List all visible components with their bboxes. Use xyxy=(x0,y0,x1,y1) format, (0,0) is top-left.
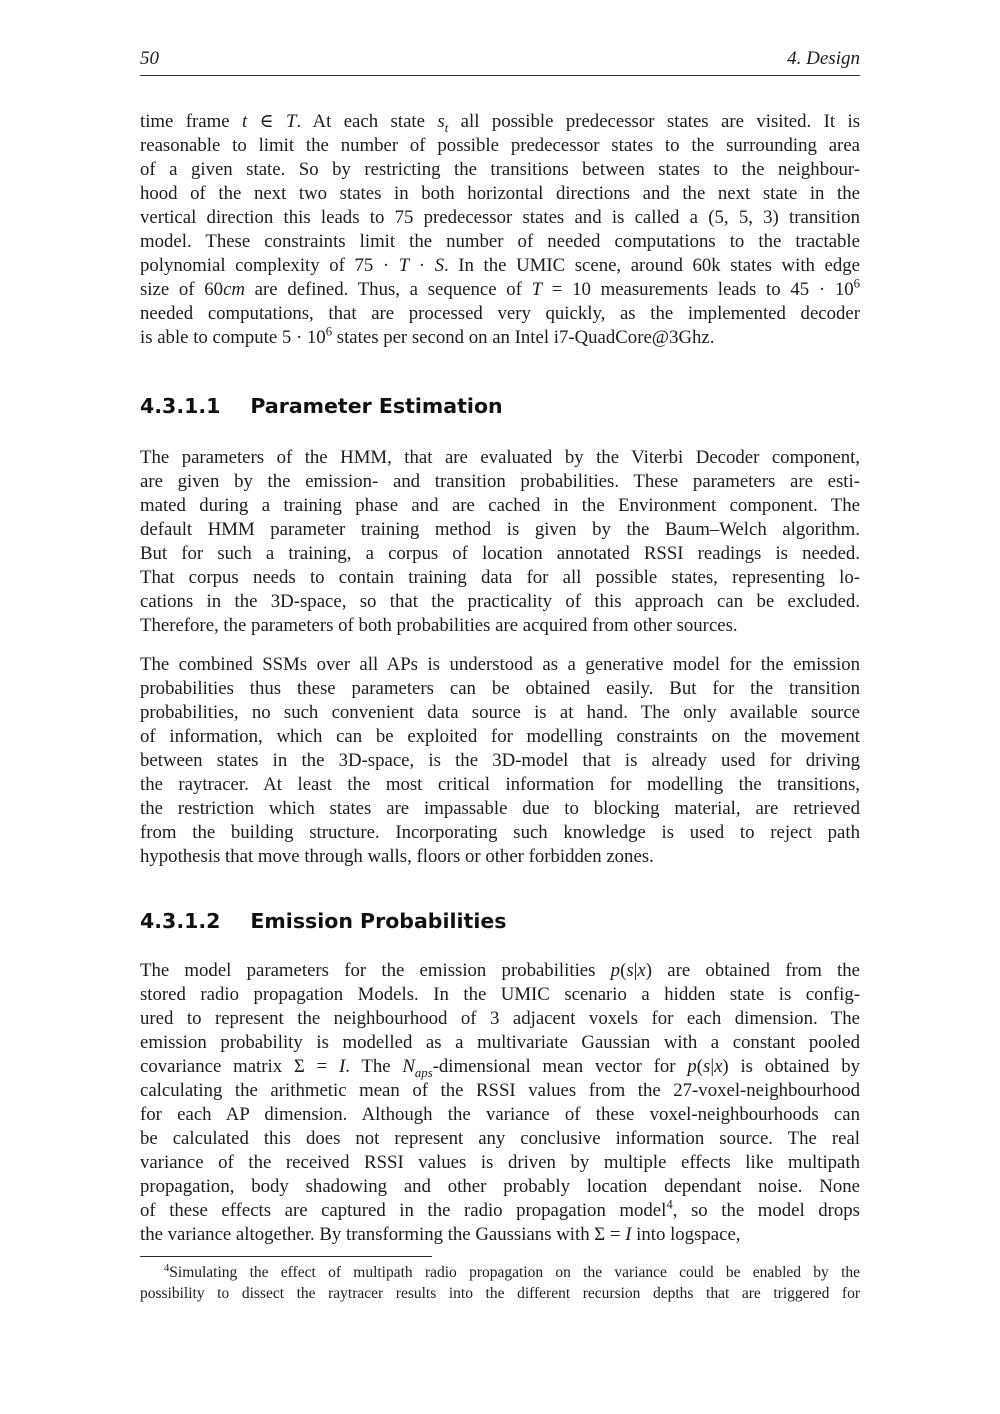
text-line: between states in the 3D-space, is the 3D-model that is already used for driving xyxy=(140,750,860,771)
text-line: default HMM parameter training method is given by the Baum–Welch algorithm. xyxy=(140,519,860,540)
text-line: mated during a training phase and are cached in the Environment component. The xyxy=(140,495,860,516)
paragraph-emission-model xyxy=(140,959,860,1247)
paragraph-transition-model xyxy=(140,110,860,350)
paragraph-hmm-parameters xyxy=(140,446,860,638)
text-line: reasonable to limit the number of possible predecessor states to the surrounding area xyxy=(140,135,860,156)
text-line: hypothesis that move through walls, floors or other forbidden zones. xyxy=(140,846,654,867)
text-line: the variance altogether. By transforming the Gaussians with Σ = I into logspace, xyxy=(140,1224,741,1245)
text-line: $^4$Simulating the effect of multipath radio propagation on the variance could be enabled by the xyxy=(164,1262,860,1281)
section-number: 4.3.1.2 xyxy=(140,909,221,933)
text-line: cations in the 3D-space, so that the practicality of this approach can be excluded. xyxy=(140,591,860,612)
text-line: are given by the emission- and transition probabilities. These parameters are esti- xyxy=(140,471,860,492)
chapter-title: 4. Design xyxy=(787,48,860,69)
text-line: the raytracer. At least the most critical information for modelling the transitions, xyxy=(140,774,860,795)
page-footer xyxy=(140,1256,860,1304)
footnote-text xyxy=(140,1262,860,1304)
text-line: propagation, body shadowing and other probably location dependant noise. None xyxy=(140,1176,860,1197)
text-line: model. These constraints limit the number of needed computations to the tractable xyxy=(140,231,860,252)
section-heading-emission-probabilities xyxy=(140,909,860,933)
section-heading-parameter-estimation xyxy=(140,394,860,418)
text-line: for each AP dimension. Although the variance of these voxel-neighbourhoods can xyxy=(140,1104,860,1125)
text-line: variance of the received RSSI values is driven by multiple effects like multipath xyxy=(140,1152,860,1173)
text-line: possibility to dissect the raytracer results into the different recursion depths that are triggered for xyxy=(140,1285,860,1302)
text-line: of information, which can be exploited for modelling constraints on the movement xyxy=(140,726,860,747)
text-line: size of 60cm are defined. Thus, a sequence of T = 10 measurements leads to $45 \cdot 10^6$ xyxy=(140,276,860,300)
text-line: covariance matrix Σ = I. The $N_{aps}$-dimensional mean vector for p(s|x) is obtained by xyxy=(140,1056,860,1080)
text-line: calculating the arithmetic mean of the RSSI values from the 27-voxel-neighbourhood xyxy=(140,1080,860,1101)
text-line: The combined SSMs over all APs is understood as a generative model for the emission xyxy=(140,654,860,675)
section-title: Emission Probabilities xyxy=(250,909,507,933)
page-body xyxy=(140,110,860,1247)
text-line: emission probability is modelled as a multivariate Gaussian with a constant pooled xyxy=(140,1032,860,1053)
section-title: Parameter Estimation xyxy=(250,394,503,418)
text-line: probabilities, no such convenient data source is at hand. The only available source xyxy=(140,702,860,723)
text-line: polynomial complexity of 75 · T · S. In the UMIC scene, around 60k states with edge xyxy=(140,255,860,276)
text-line: vertical direction this leads to 75 predecessor states and is called a (5, 5, 3) transition xyxy=(140,207,860,228)
text-line: The model parameters for the emission probabilities p(s|x) are obtained from the xyxy=(140,960,860,981)
text-line: That corpus needs to contain training data for all possible states, representing lo- xyxy=(140,567,860,588)
text-line: probabilities thus these parameters can be obtained easily. But for the transition xyxy=(140,678,860,699)
page-header xyxy=(140,48,860,76)
header-rule xyxy=(140,75,860,76)
text-line: But for such a training, a corpus of location annotated RSSI readings is needed. xyxy=(140,543,860,564)
text-line: from the building structure. Incorporating such knowledge is used to reject path xyxy=(140,822,860,843)
text-line: the restriction which states are impassable due to blocking material, are retrieved xyxy=(140,798,860,819)
text-line: hood of the next two states in both horizontal directions and the next state in the xyxy=(140,183,860,204)
section-number: 4.3.1.1 xyxy=(140,394,221,418)
text-line: ured to represent the neighbourhood of 3 adjacent voxels for each dimension. The xyxy=(140,1008,860,1029)
header-row xyxy=(140,48,860,70)
text-line: Therefore, the parameters of both probabilities are acquired from other sources. xyxy=(140,615,738,636)
text-line: stored radio propagation Models. In the UMIC scenario a hidden state is config- xyxy=(140,984,860,1005)
text-line: The parameters of the HMM, that are evaluated by the Viterbi Decoder component, xyxy=(140,447,860,468)
footnote-rule xyxy=(140,1256,432,1257)
text-line: is able to compute $5 \cdot 10^6$ states per second on an Intel i7-QuadCore@3Ghz. xyxy=(140,324,715,348)
paragraph-combined-ssms xyxy=(140,653,860,869)
text-line: needed computations, that are processed very quickly, as the implemented decoder xyxy=(140,303,860,324)
page-number: 50 xyxy=(140,48,159,69)
text-line: of a given state. So by restricting the transitions between states to the neighbour- xyxy=(140,159,860,180)
text-line: time frame t ∈ T. At each state $s_t$ all possible predecessor states are visited. It is xyxy=(140,111,860,135)
text-line: of these effects are captured in the radio propagation model$^4$, so the model drops xyxy=(140,1197,860,1221)
text-line: be calculated this does not represent any conclusive information source. The real xyxy=(140,1128,860,1149)
